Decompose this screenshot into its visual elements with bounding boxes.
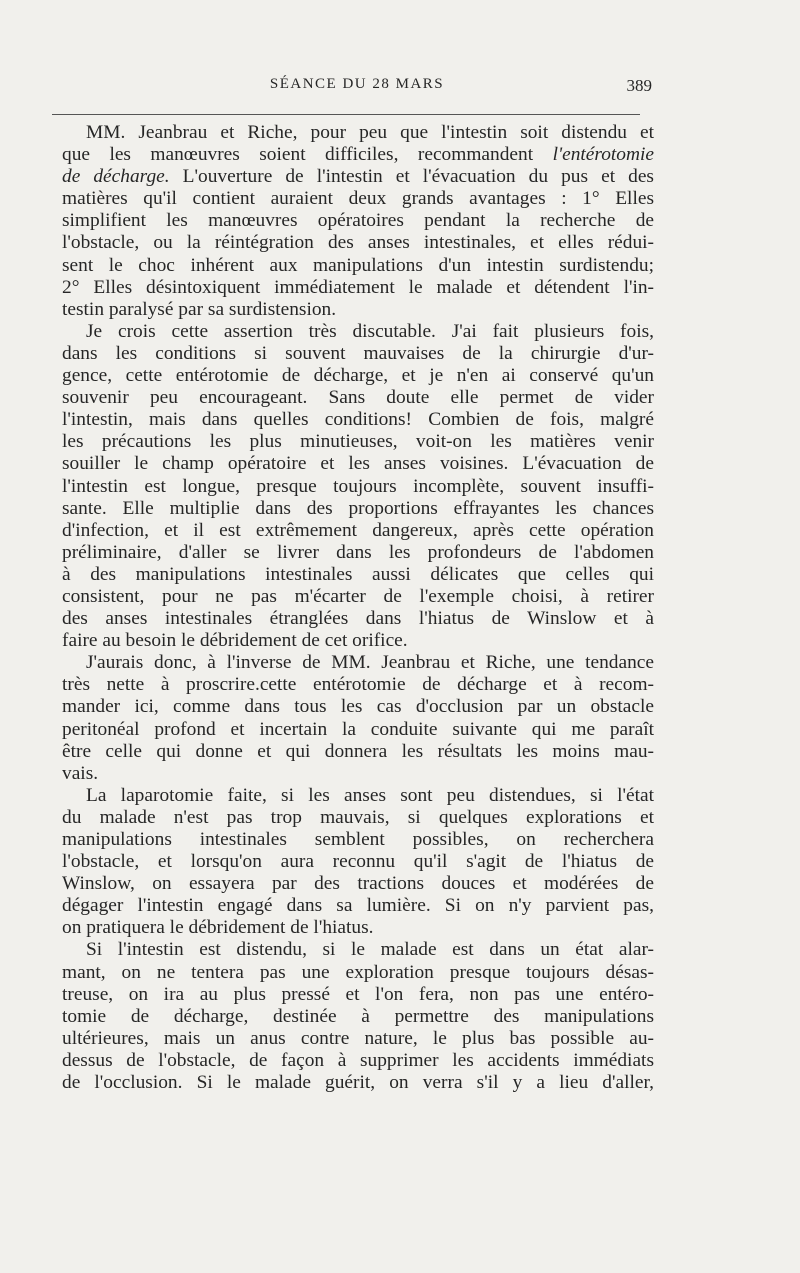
text-line: à des manipulations intestinales aussi délicates que celles qui (62, 563, 654, 585)
text-line: simplifient les manœuvres opératoires pendant la recherche de (62, 210, 654, 232)
text-fragment: L'ouverture de l'intestin et l'évacuation du pus et des (182, 166, 654, 188)
page-number: 389 (626, 76, 652, 95)
text-line: souvenir peu encourageant. Sans doute elle permet de vider (62, 387, 654, 409)
text-line: testin paralysé par sa surdistension. (62, 298, 337, 320)
text-line: l'obstacle, ou la réintégration des anses intestinales, et elles rédui- (62, 232, 654, 254)
text-line: tomie de décharge, destinée à permettre des manipulations (62, 1005, 654, 1027)
text-line: treuse, on ira au plus pressé et l'on fera, non pas une entéro- (62, 983, 654, 1005)
text-line: Si l'intestin est distendu, si le malade est dans un état alar- (86, 939, 654, 961)
text-line: d'infection, et il est extrêmement dangereux, après cette opération (62, 519, 654, 541)
text-line: préliminaire, d'aller se livrer dans les profondeurs de l'abdomen (62, 541, 654, 563)
header-rule (52, 114, 640, 115)
running-title: SÉANCE DU 28 MARS (269, 76, 445, 92)
text-line: les précautions les plus minutieuses, voit-on les matières venir (62, 431, 654, 453)
text-line: souiller le champ opératoire et les anses voisines. L'évacuation de (62, 453, 654, 475)
text-line: matières qu'il contient auraient deux grands avantages : 1° Elles (62, 188, 654, 210)
text-line: Je crois cette assertion très discutable. J'ai fait plusieurs fois, (86, 320, 654, 342)
text-line (62, 166, 654, 188)
text-line: gence, cette entérotomie de décharge, et je n'en ai conservé qu'un (62, 365, 654, 387)
text-line: sent le choc inhérent aux manipulations d'un intestin surdistendu; (62, 254, 654, 276)
italic-phrase: de décharge. (62, 166, 170, 188)
text-line: on pratiquera le débridement de l'hiatus. (62, 917, 374, 939)
body-text (62, 122, 654, 1094)
text-line: peritonéal profond et incertain la conduite suivante qui me paraît (62, 718, 654, 740)
text-line: l'obstacle, et lorsqu'on aura reconnu qu'il s'agit de l'hiatus de (62, 851, 654, 873)
text-line: sante. Elle multiplie dans des proportions effrayantes les chances (62, 497, 654, 519)
text-line: dans les conditions si souvent mauvaises de la chirurgie d'ur- (62, 342, 654, 364)
paragraph (62, 785, 654, 940)
paragraph (62, 321, 654, 652)
text-line (62, 144, 654, 166)
text-line: du malade n'est pas trop mauvais, si quelques explorations et (62, 806, 654, 828)
text-line: ultérieures, mais un anus contre nature, le plus bas possible au- (62, 1027, 654, 1049)
text-line: manipulations intestinales semblent possibles, on recherchera (62, 829, 654, 850)
text-line: MM. Jeanbrau et Riche, pour peu que l'intestin soit distendu et (86, 122, 654, 143)
text-line: de l'occlusion. Si le malade guérit, on verra s'il y a lieu d'aller, (62, 1072, 654, 1094)
italic-phrase: l'entérotomie (552, 144, 654, 166)
text-line: consistent, pour ne pas m'écarter de l'exemple choisi, à retirer (62, 585, 654, 607)
text-line: mant, on ne tentera pas une exploration presque toujours désas- (62, 961, 654, 983)
text-line: J'aurais donc, à l'inverse de MM. Jeanbrau et Riche, une tendance (86, 652, 654, 674)
running-head (62, 76, 652, 100)
text-line: dégager l'intestin engagé dans sa lumière. Si on n'y parvient pas, (62, 895, 654, 917)
text-line: l'intestin, mais dans quelles conditions! Combien de fois, malgré (62, 409, 654, 431)
text-line: faire au besoin le débridement de cet orifice. (62, 630, 408, 652)
text-line: vais. (62, 762, 99, 784)
text-line: l'intestin est longue, presque toujours incomplète, souvent insuffi- (62, 475, 654, 497)
text-line: La laparotomie faite, si les anses sont peu distendues, si l'état (86, 784, 654, 806)
text-line: Winslow, on essayera par des tractions douces et modérées de (62, 873, 654, 895)
text-line: dessus de l'obstacle, de façon à supprimer les accidents immédiats (62, 1049, 654, 1071)
paragraph (62, 122, 654, 321)
paragraph (62, 652, 654, 785)
text-line: mander ici, comme dans tous les cas d'occlusion par un obstacle (62, 696, 654, 718)
text-line: très nette à proscrire.cette entérotomie de décharge et à recom- (62, 674, 654, 696)
text-fragment: que les manœuvres soient difficiles, recommandent (62, 144, 534, 166)
text-line: 2° Elles désintoxiquent immédiatement le malade et détendent l'in- (62, 276, 654, 298)
paragraph (62, 939, 654, 1094)
text-line: des anses intestinales étranglées dans l'hiatus de Winslow et à (62, 608, 654, 630)
text-line: être celle qui donne et qui donnera les résultats les moins mau- (62, 740, 654, 762)
